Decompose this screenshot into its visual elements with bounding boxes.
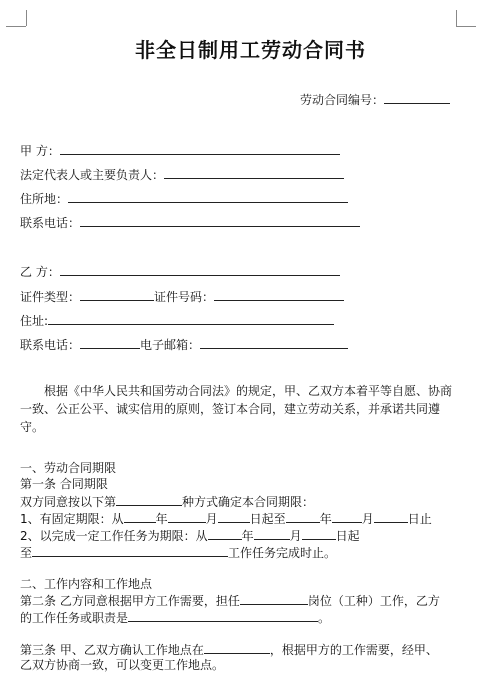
- article3-line1: [20, 641, 438, 658]
- party-b-name-blank[interactable]: [60, 263, 340, 276]
- party-a-rep-label: 法定代表人或主要负责人：: [20, 168, 165, 182]
- duties-blank[interactable]: [128, 609, 318, 622]
- start-month-blank[interactable]: [168, 510, 206, 523]
- year-label: 年: [155, 512, 168, 526]
- position-blank[interactable]: [240, 592, 308, 605]
- start-year-blank[interactable]: [124, 510, 156, 523]
- crop-mark-top-left-v: [26, 10, 27, 26]
- article3-suffix: ，根据甲方的工作需要，经甲、: [269, 643, 438, 657]
- crop-mark-top-left-h: [6, 26, 26, 27]
- party-b-name-line: [20, 263, 340, 280]
- party-b-email-blank[interactable]: [200, 336, 348, 349]
- crop-mark-top-right-v: [456, 10, 457, 26]
- party-a-rep-line: [20, 166, 344, 183]
- article1-heading: 第一条 合同期限: [20, 477, 108, 491]
- task-term-label: 2、以完成一定工作任务为期限：从: [20, 529, 208, 543]
- task-description-blank[interactable]: [32, 544, 228, 557]
- party-b-phone-label: 联系电话：: [20, 338, 81, 352]
- month-label: 月: [289, 529, 302, 543]
- party-b-id-line: [20, 288, 344, 305]
- duties-label: 的工作任务或职责是: [20, 611, 129, 625]
- party-b-address-line: [20, 312, 334, 329]
- preamble-paragraph: 根据《中华人民共和国劳动合同法》的规定，甲、乙双方本着平等自愿、协商一致、公正公平、诚实信用的原则，签订本合同，建立劳动关系，并承诺共同遵守。: [20, 384, 453, 434]
- article2-text: 第二条 乙方同意根据甲方工作需要，担任: [20, 594, 240, 608]
- duties-end: 。: [318, 611, 331, 625]
- party-a-phone-blank[interactable]: [80, 214, 360, 227]
- party-b-id-no-blank[interactable]: [214, 288, 344, 301]
- end-month-blank[interactable]: [332, 510, 362, 523]
- section2-heading: 二、工作内容和工作地点: [20, 577, 153, 591]
- party-a-address-label: 住所地：: [20, 192, 69, 206]
- task-complete-line: [20, 544, 336, 561]
- year-label: 年: [319, 512, 332, 526]
- party-b-name-label: 乙 方：: [20, 265, 60, 279]
- task-year-blank[interactable]: [208, 527, 242, 540]
- fixed-term-line: [20, 510, 432, 527]
- contract-number-blank[interactable]: [384, 91, 450, 104]
- party-b-id-no-label: 证件号码：: [154, 290, 215, 304]
- day-from-label: 日起至: [249, 512, 286, 526]
- party-a-address-blank[interactable]: [68, 190, 348, 203]
- party-b-id-type-label: 证件类型：: [20, 290, 81, 304]
- party-a-rep-blank[interactable]: [164, 166, 344, 179]
- term-choice-line: [20, 493, 314, 510]
- document-title: 非全日制用工劳动合同书: [135, 38, 366, 62]
- crop-mark-top-right-h: [456, 26, 476, 27]
- task-complete-label: 工作任务完成时止。: [228, 546, 337, 560]
- article3-text: 第三条 甲、乙双方确认工作地点在: [20, 643, 204, 657]
- party-a-address-line: [20, 190, 348, 207]
- term-choice-label: 双方同意按以下第: [20, 495, 117, 509]
- start-day-blank[interactable]: [218, 510, 250, 523]
- party-b-address-label: 住址:: [20, 314, 49, 328]
- day-label: 日起: [335, 529, 360, 543]
- article2-line1: [20, 592, 440, 609]
- month-label: 月: [205, 512, 218, 526]
- party-b-phone-blank[interactable]: [80, 336, 140, 349]
- term-choice-suffix: 种方式确定本合同期限：: [182, 495, 315, 509]
- end-year-blank[interactable]: [286, 510, 320, 523]
- fixed-term-label: 1、有固定期限：从: [20, 512, 124, 526]
- day-end-label: 日止: [407, 512, 432, 526]
- article2-suffix: 岗位（工种）工作，乙方: [307, 594, 440, 608]
- contract-number-label: 劳动合同编号：: [300, 93, 385, 107]
- party-a-name-blank[interactable]: [60, 142, 340, 155]
- party-a-name-line: [20, 142, 340, 159]
- task-day-blank[interactable]: [302, 527, 336, 540]
- year-label: 年: [241, 529, 254, 543]
- party-a-phone-label: 联系电话：: [20, 216, 81, 230]
- contract-number-line: [300, 91, 450, 108]
- party-a-name-label: 甲 方：: [20, 144, 60, 158]
- party-b-email-label: 电子邮箱：: [140, 338, 201, 352]
- section1-heading: 一、劳动合同期限: [20, 461, 117, 475]
- work-location-blank[interactable]: [204, 641, 270, 654]
- month-label: 月: [361, 512, 374, 526]
- task-until-label: 至: [20, 546, 33, 560]
- task-term-line: [20, 527, 360, 544]
- party-b-address-blank[interactable]: [48, 312, 334, 325]
- party-b-id-type-blank[interactable]: [80, 288, 154, 301]
- party-a-phone-line: [20, 214, 360, 231]
- end-day-blank[interactable]: [374, 510, 408, 523]
- task-month-blank[interactable]: [254, 527, 290, 540]
- article3-line2: 乙双方协商一致，可以变更工作地点。: [20, 658, 225, 672]
- party-b-contact-line: [20, 336, 348, 353]
- term-choice-blank[interactable]: [116, 493, 182, 506]
- article2-line2: [20, 609, 330, 626]
